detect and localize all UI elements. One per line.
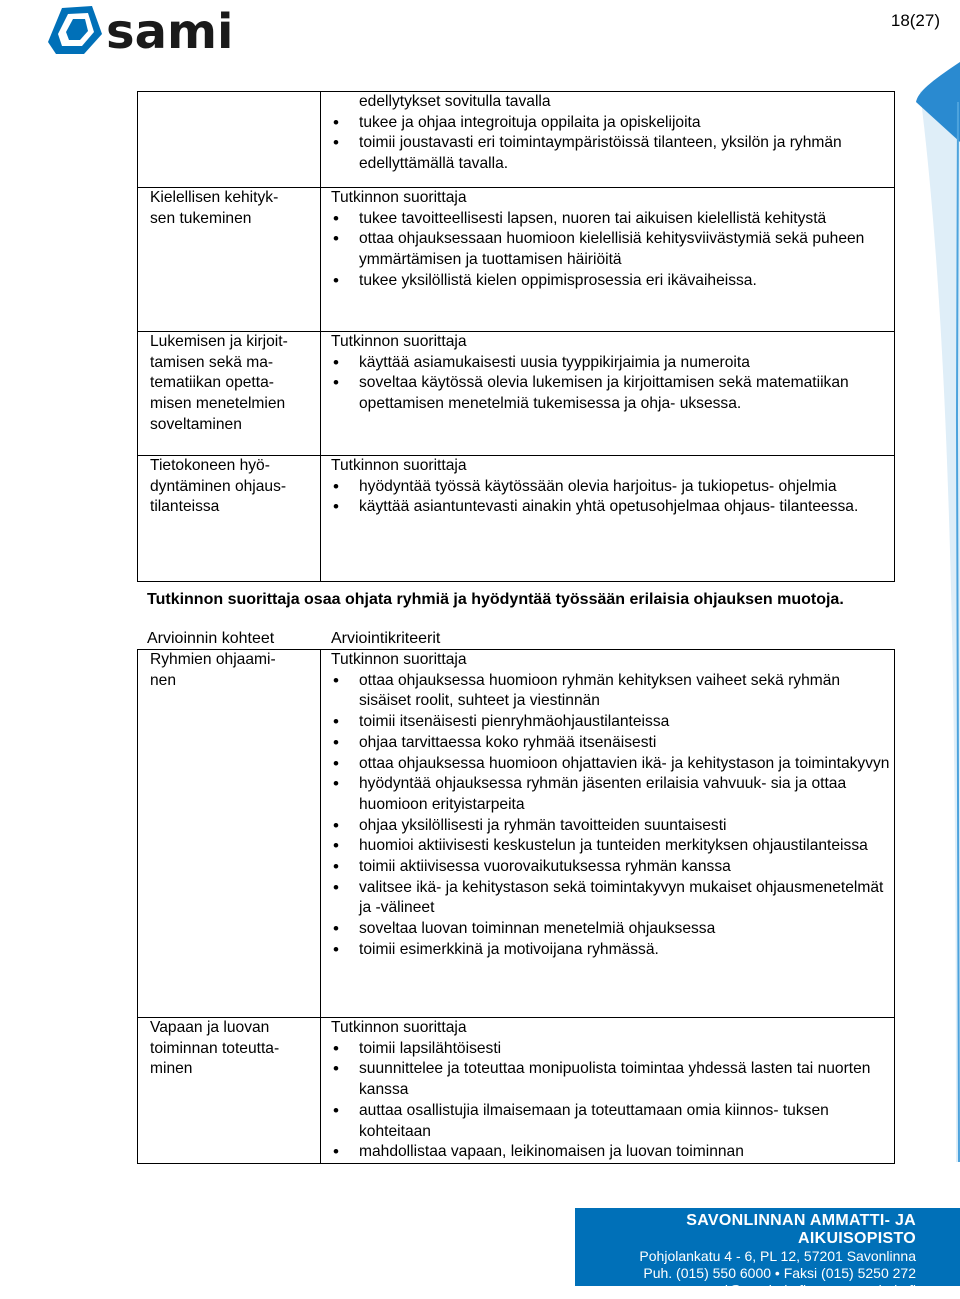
criteria-cell: [321, 92, 895, 188]
sami-logo: [44, 4, 254, 56]
assessment-target-cell: [138, 456, 321, 582]
footer-address: Pohjolankatu 4 - 6, PL 12, 57201 Savonlinna: [639, 1248, 916, 1264]
criteria-item: • toimii joustavasti eri toimintaympäristöissä tilanteen, yksilön ja ryhmän edellyttämällä tavalla.: [331, 133, 894, 174]
criteria-item: • toimii esimerkkinä ja motivoijana ryhmässä.: [331, 940, 894, 961]
col-header-criteria: Arviointikriteerit: [331, 630, 441, 647]
continued-text: edellytykset sovitulla tavalla: [359, 93, 551, 110]
assessment-target-line: tamisen sekä ma-: [150, 353, 274, 371]
assessment-target-line: Kielellisen kehityk-: [150, 189, 279, 206]
assessment-target-cell: [138, 92, 321, 188]
assessment-target-line: dyntäminen ohjaus-: [150, 477, 287, 495]
criteria-item: • ottaa ohjauksessa huomioon ryhmän kehityksen vaiheet sekä ryhmän sisäiset roolit, suhteet ja viestinnän: [331, 671, 894, 712]
criteria-row: [138, 188, 895, 332]
criteria-list: [331, 113, 894, 175]
assessment-target-cell: [138, 332, 321, 456]
criteria-intro: Tutkinnon suorittaja: [331, 651, 467, 668]
criteria-item: • ottaa ohjauksessa huomioon ohjattavien ikä- ja kehitystason ja toimintakyvyn: [331, 754, 894, 775]
assessment-target-line: nen: [150, 671, 177, 689]
assessment-target-line: soveltaminen: [150, 415, 242, 433]
criteria-item: • tukee yksilöllistä kielen oppimisprosessia eri ikävaiheissa.: [331, 271, 894, 292]
assessment-target-line: minen: [150, 1060, 193, 1078]
logo-wordmark: sami: [106, 4, 234, 56]
assessment-target-line: Vapaan ja luovan: [150, 1019, 270, 1036]
assessment-target-line: toiminnan toteutta-: [150, 1039, 280, 1057]
footer-web: sami@samiedu.fi • www.samiedu.fi: [698, 1282, 916, 1298]
criteria-cell: [321, 456, 895, 582]
criteria-item: • ohjaa tarvittaessa koko ryhmää itsenäisesti: [331, 733, 894, 754]
assessment-target-cell: [138, 1018, 321, 1164]
assessment-target-line: Lukemisen ja kirjoit-: [150, 333, 288, 350]
criteria-item: • hyödyntää ohjauksessa ryhmän jäsenten erilaisia vahvuuk- sia ja ottaa huomioon erityistarpeita: [331, 774, 894, 815]
criteria-list: [331, 1039, 894, 1163]
decorative-swoosh: [910, 62, 960, 1162]
criteria-item: • soveltaa käytössä olevia lukemisen ja kirjoittamisen sekä matematiikan opettamisen menetelmiä tukemisessa ja ohja- uksessa.: [331, 373, 894, 414]
criteria-item: • mahdollistaa vapaan, leikinomaisen ja luovan toiminnan: [331, 1142, 894, 1163]
footer-phone: Puh. (015) 550 6000 • Faksi (015) 5250 272: [643, 1265, 916, 1281]
criteria-item: • toimii lapsilähtöisesti: [331, 1039, 894, 1060]
criteria-intro: Tutkinnon suorittaja: [331, 1019, 467, 1036]
criteria-item: • ottaa ohjauksessaan huomioon kielellisiä kehitysviivästymiä sekä puheen ymmärtämisen ja tuottamisen häiriöitä: [331, 229, 894, 270]
page-number: 18(27): [890, 11, 940, 30]
criteria-row: [138, 332, 895, 456]
criteria-list: [331, 209, 894, 292]
criteria-item: • tukee ja ohjaa integroituja oppilaita ja opiskelijoita: [331, 113, 894, 134]
criteria-cell: [321, 188, 895, 332]
criteria-list: [331, 353, 894, 415]
criteria-row: [138, 92, 895, 188]
criteria-list: [331, 671, 894, 961]
assessment-target-cell: [138, 650, 321, 1018]
sami-logo-graphic: [44, 4, 254, 56]
criteria-row: [138, 650, 895, 1018]
criteria-item: • tukee tavoitteellisesti lapsen, nuoren tai aikuisen kielellistä kehitystä: [331, 209, 894, 230]
criteria-item: • valitsee ikä- ja kehitystason sekä toimintakyvyn mukaiset ohjausmenetelmät ja -välineet: [331, 878, 894, 919]
assessment-target-cell: [138, 188, 321, 332]
col-header-targets: Arvioinnin kohteet: [147, 630, 275, 647]
criteria-item: • käyttää asiantuntevasti ainakin yhtä opetusohjelmaa ohjaus- tilanteessa.: [331, 497, 894, 518]
assessment-target-line: tematiikan opetta-: [150, 374, 274, 392]
criteria-table-top: [137, 91, 895, 582]
assessment-target-line: misen menetelmien: [150, 395, 286, 413]
criteria-item: • soveltaa luovan toiminnan menetelmiä ohjauksessa: [331, 919, 894, 940]
criteria-item: • suunnittelee ja toteuttaa monipuolista toimintaa yhdessä lasten tai nuorten kanssa: [331, 1059, 894, 1100]
criteria-item: • toimii aktiivisessa vuorovaikutuksessa ryhmän kanssa: [331, 857, 894, 878]
criteria-row: [138, 456, 895, 582]
criteria-cell: [321, 650, 895, 1018]
footer-school-name: SAVONLINNAN AMMATTI- JA AIKUISOPISTO: [686, 1212, 916, 1247]
criteria-item: • hyödyntää työssä käytössään olevia harjoitus- ja tukiopetus- ohjelmia: [331, 477, 894, 498]
criteria-item: • auttaa osallistujia ilmaisemaan ja toteuttamaan omia kiinnos- tuksen kohteitaan: [331, 1101, 894, 1142]
criteria-item: • ohjaa yksilöllisesti ja ryhmän tavoitteiden suuntaisesti: [331, 816, 894, 837]
criteria-item: • käyttää asiamukaisesti uusia tyyppikirjaimia ja numeroita: [331, 353, 894, 374]
criteria-intro: Tutkinnon suorittaja: [331, 189, 467, 206]
competence-goal: Tutkinnon suorittaja osaa ohjata ryhmiä ja hyödyntää työssään erilaisia ohjauksen muotoja.: [147, 591, 844, 608]
criteria-item: • huomioi aktiivisesti keskustelun ja tunteiden merkityksen ohjaustilanteissa: [331, 836, 894, 857]
criteria-row: [138, 1018, 895, 1164]
criteria-item: • toimii itsenäisesti pienryhmäohjaustilanteissa: [331, 712, 894, 733]
criteria-intro: Tutkinnon suorittaja: [331, 333, 467, 350]
criteria-list: [331, 477, 894, 518]
assessment-target-line: sen tukeminen: [150, 209, 252, 227]
criteria-intro: Tutkinnon suorittaja: [331, 457, 467, 474]
footer-banner: [575, 1208, 960, 1298]
criteria-table-bottom: [137, 649, 895, 1164]
assessment-target-line: tilanteissa: [150, 498, 220, 516]
criteria-cell: [321, 332, 895, 456]
assessment-target-line: Ryhmien ohjaami-: [150, 651, 276, 668]
criteria-cell: [321, 1018, 895, 1164]
assessment-target-line: Tietokoneen hyö-: [150, 457, 270, 474]
